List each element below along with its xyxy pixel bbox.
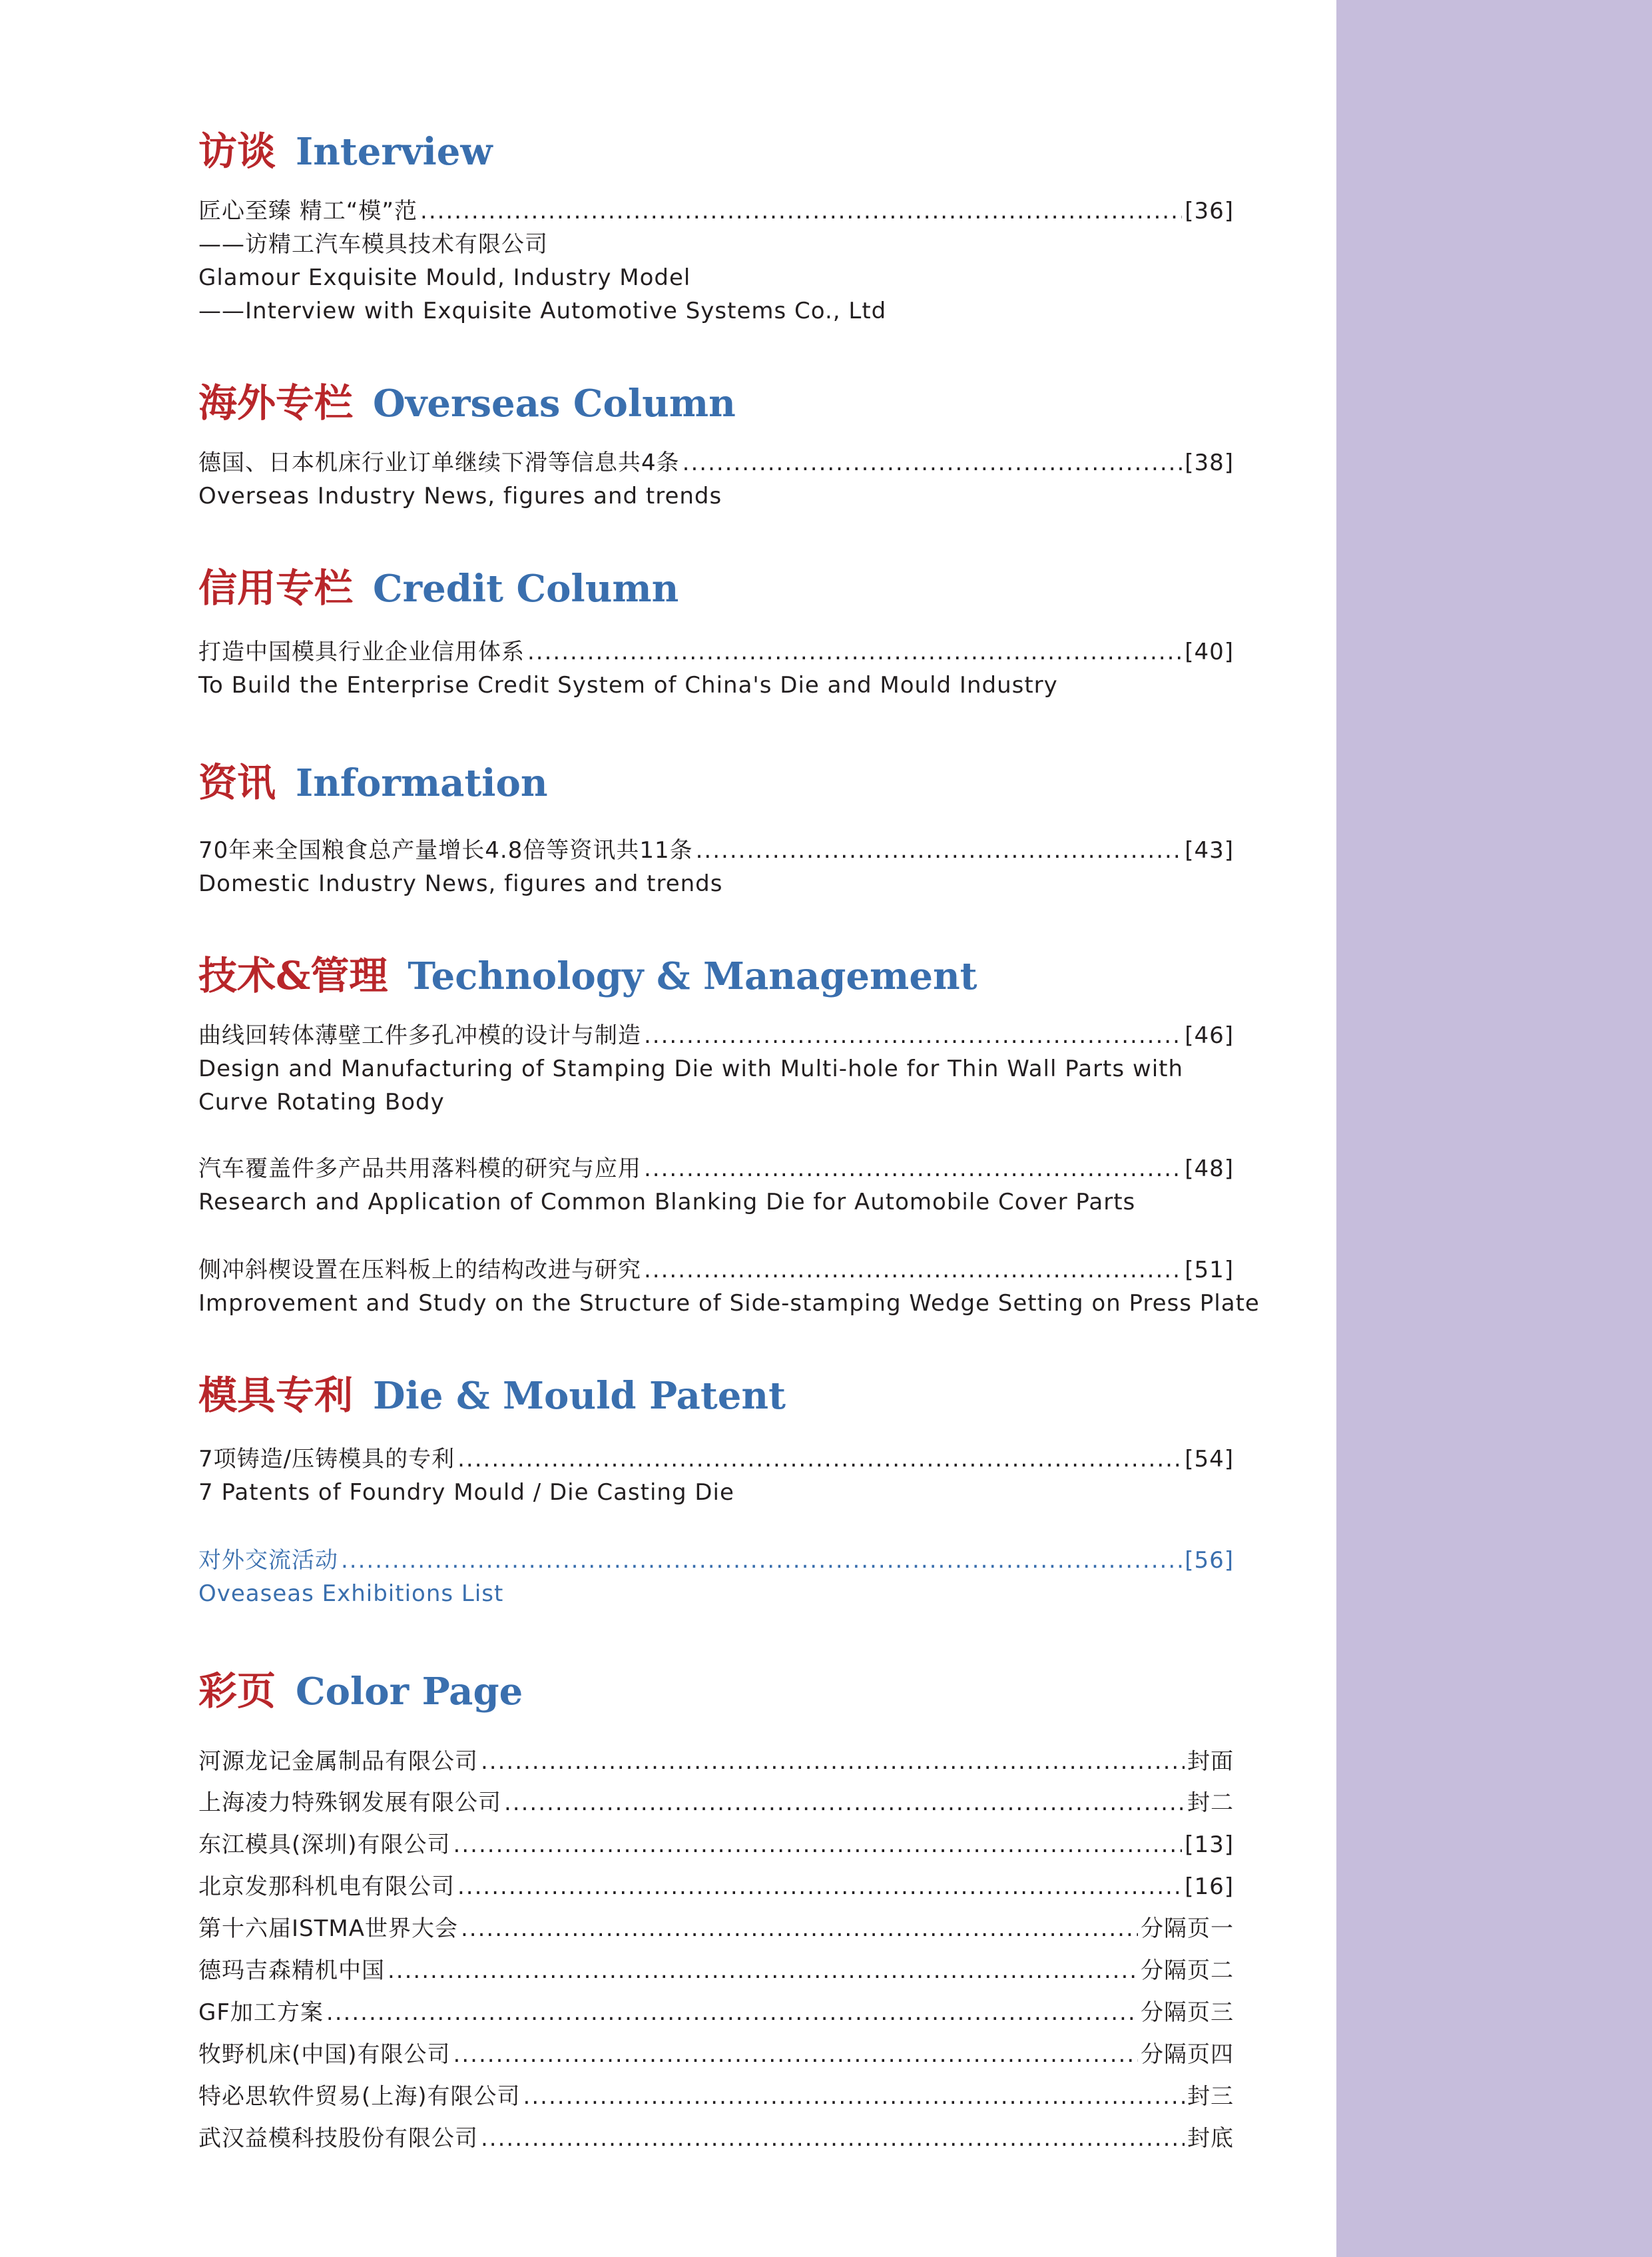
advertiser-entry[interactable] — [198, 1828, 1234, 1861]
dot-leader — [481, 1745, 1185, 1778]
entry-title: 武汉益模科技股份有限公司 — [198, 2125, 478, 2152]
entry-page: [43] — [1185, 837, 1234, 864]
dot-leader — [683, 446, 1183, 480]
entry-page: 封三 — [1187, 2083, 1234, 2110]
entry-title: 70年来全国粮食总产量增长4.8倍等资讯共11条 — [198, 837, 693, 864]
entry-title: 德玛吉森精机中国 — [198, 1957, 385, 1984]
entry-page: [40] — [1185, 639, 1234, 665]
entry-title-en: Improvement and Study on the Structure of Side-stamping Wedge Setting on Press Plate — [198, 1290, 1260, 1317]
dot-leader — [696, 834, 1183, 867]
heading-cn: 海外专栏 — [198, 380, 354, 426]
entry-page: 分隔页三 — [1141, 1999, 1234, 2026]
dot-leader — [453, 1828, 1183, 1861]
heading-en: Information — [296, 761, 548, 805]
heading-en: Technology & Management — [408, 954, 977, 998]
entry-title: 对外交流活动 — [198, 1547, 338, 1574]
heading-cn: 模具专利 — [198, 1373, 354, 1418]
heading-cn: 彩页 — [198, 1668, 276, 1714]
advertiser-entry[interactable] — [198, 2080, 1234, 2113]
sidebar-strip — [1336, 0, 1652, 2257]
entry-page: [13] — [1185, 1831, 1234, 1858]
entry-title-en: To Build the Enterprise Credit System of China's Die and Mould Industry — [198, 672, 1058, 699]
entry-title-en: Overseas Industry News, figures and trends — [198, 483, 722, 509]
section-heading-information — [198, 753, 548, 812]
entry-title: 匠心至臻 精工“模”范 — [198, 198, 418, 224]
dot-leader — [461, 1912, 1138, 1945]
entry-page: [36] — [1185, 198, 1234, 224]
entry-title-en: Oveaseas Exhibitions List — [198, 1580, 504, 1607]
entry-title: 曲线回转体薄壁工件多孔冲模的设计与制造 — [198, 1022, 641, 1049]
toc-entry[interactable] — [198, 194, 1234, 228]
section-heading-interview — [198, 121, 493, 181]
entry-title: 德国、日本机床行业订单继续下滑等信息共4条 — [198, 450, 680, 476]
entry-title: 7项铸造/压铸模具的专利 — [198, 1446, 455, 1472]
advertiser-entry[interactable] — [198, 1912, 1234, 1945]
dot-leader — [527, 635, 1182, 669]
dot-leader — [388, 1954, 1138, 1987]
entry-title-en: 7 Patents of Foundry Mould / Die Casting Die — [198, 1479, 734, 1506]
advertiser-entry[interactable] — [198, 1954, 1234, 1987]
dot-leader — [453, 2038, 1138, 2071]
entry-title-en-cont: Curve Rotating Body — [198, 1089, 445, 1116]
advertiser-entry[interactable] — [198, 1996, 1234, 2029]
section-heading-overseas — [198, 373, 736, 433]
heading-en: Die & Mould Patent — [373, 1374, 786, 1418]
dot-leader — [457, 1870, 1182, 1903]
heading-cn: 信用专栏 — [198, 565, 354, 611]
toc-entry[interactable] — [198, 1019, 1234, 1052]
entry-page: 封二 — [1187, 1789, 1234, 1816]
entry-title: 牧野机床(中国)有限公司 — [198, 2041, 451, 2068]
entry-title-en: Design and Manufacturing of Stamping Die with Multi-hole for Thin Wall Parts with — [198, 1056, 1184, 1082]
heading-en: Credit Column — [373, 567, 679, 611]
entry-page: [48] — [1185, 1155, 1234, 1182]
entry-page: 分隔页一 — [1141, 1915, 1234, 1942]
dot-leader — [326, 1996, 1138, 2029]
dot-leader — [644, 1253, 1182, 1287]
entry-page: [46] — [1185, 1022, 1234, 1049]
entry-page: [51] — [1185, 1257, 1234, 1283]
advertiser-entry[interactable] — [198, 2038, 1234, 2071]
entry-title-en: Domestic Industry News, figures and trends — [198, 870, 723, 897]
toc-entry[interactable] — [198, 446, 1234, 480]
entry-page: [16] — [1185, 1873, 1234, 1900]
entry-title-en: Glamour Exquisite Mould, Industry Model — [198, 264, 691, 291]
section-heading-patent — [198, 1365, 786, 1425]
entry-subtitle-cn: ——访精工汽车模具技术有限公司 — [198, 231, 548, 258]
entry-title: 河源龙记金属制品有限公司 — [198, 1748, 478, 1775]
toc-entry[interactable] — [198, 1253, 1234, 1287]
table-of-contents — [198, 0, 1260, 2257]
section-heading-color — [198, 1661, 523, 1721]
entry-page: 封底 — [1187, 2125, 1234, 2152]
dot-leader — [523, 2080, 1185, 2113]
heading-cn: 访谈 — [198, 129, 276, 174]
dot-leader — [504, 1786, 1185, 1819]
dot-leader — [481, 2122, 1185, 2155]
dot-leader — [644, 1152, 1182, 1185]
dot-leader — [341, 1544, 1182, 1577]
entry-title: GF加工方案 — [198, 1999, 324, 2026]
heading-en: Color Page — [296, 1670, 523, 1714]
advertiser-entry[interactable] — [198, 1745, 1234, 1778]
advertiser-entry[interactable] — [198, 1870, 1234, 1903]
advertiser-entry[interactable] — [198, 2122, 1234, 2155]
entry-page: 分隔页四 — [1141, 2041, 1234, 2068]
dot-leader — [457, 1443, 1182, 1476]
entry-page: [56] — [1185, 1547, 1234, 1574]
entry-title: 东江模具(深圳)有限公司 — [198, 1831, 451, 1858]
advertiser-entry[interactable] — [198, 1786, 1234, 1819]
entry-title: 打造中国模具行业企业信用体系 — [198, 639, 525, 665]
dot-leader — [420, 194, 1182, 228]
entry-title: 第十六届ISTMA世界大会 — [198, 1915, 458, 1942]
entry-title: 侧冲斜楔设置在压料板上的结构改进与研究 — [198, 1257, 641, 1283]
entry-title: 北京发那科机电有限公司 — [198, 1873, 455, 1900]
heading-en: Interview — [296, 130, 493, 174]
heading-cn: 技术&管理 — [198, 953, 388, 998]
entry-page: [54] — [1185, 1446, 1234, 1472]
entry-title: 特必思软件贸易(上海)有限公司 — [198, 2083, 521, 2110]
entry-subtitle-en: ——Interview with Exquisite Automotive Systems Co., Ltd — [198, 298, 887, 324]
toc-entry[interactable] — [198, 834, 1234, 867]
toc-entry[interactable] — [198, 1152, 1234, 1185]
entry-title: 上海凌力特殊钢发展有限公司 — [198, 1789, 501, 1816]
heading-cn: 资讯 — [198, 760, 276, 805]
toc-entry-highlight[interactable] — [198, 1544, 1234, 1577]
heading-en: Overseas Column — [373, 382, 736, 426]
dot-leader — [644, 1019, 1182, 1052]
toc-entry[interactable] — [198, 635, 1234, 669]
entry-title: 汽车覆盖件多产品共用落料模的研究与应用 — [198, 1155, 641, 1182]
entry-page: 分隔页二 — [1141, 1957, 1234, 1984]
entry-page: 封面 — [1187, 1748, 1234, 1775]
section-heading-technology — [198, 946, 977, 1006]
entry-title-en: Research and Application of Common Blanking Die for Automobile Cover Parts — [198, 1189, 1136, 1215]
toc-entry[interactable] — [198, 1443, 1234, 1476]
entry-page: [38] — [1185, 450, 1234, 476]
section-heading-credit — [198, 558, 679, 618]
